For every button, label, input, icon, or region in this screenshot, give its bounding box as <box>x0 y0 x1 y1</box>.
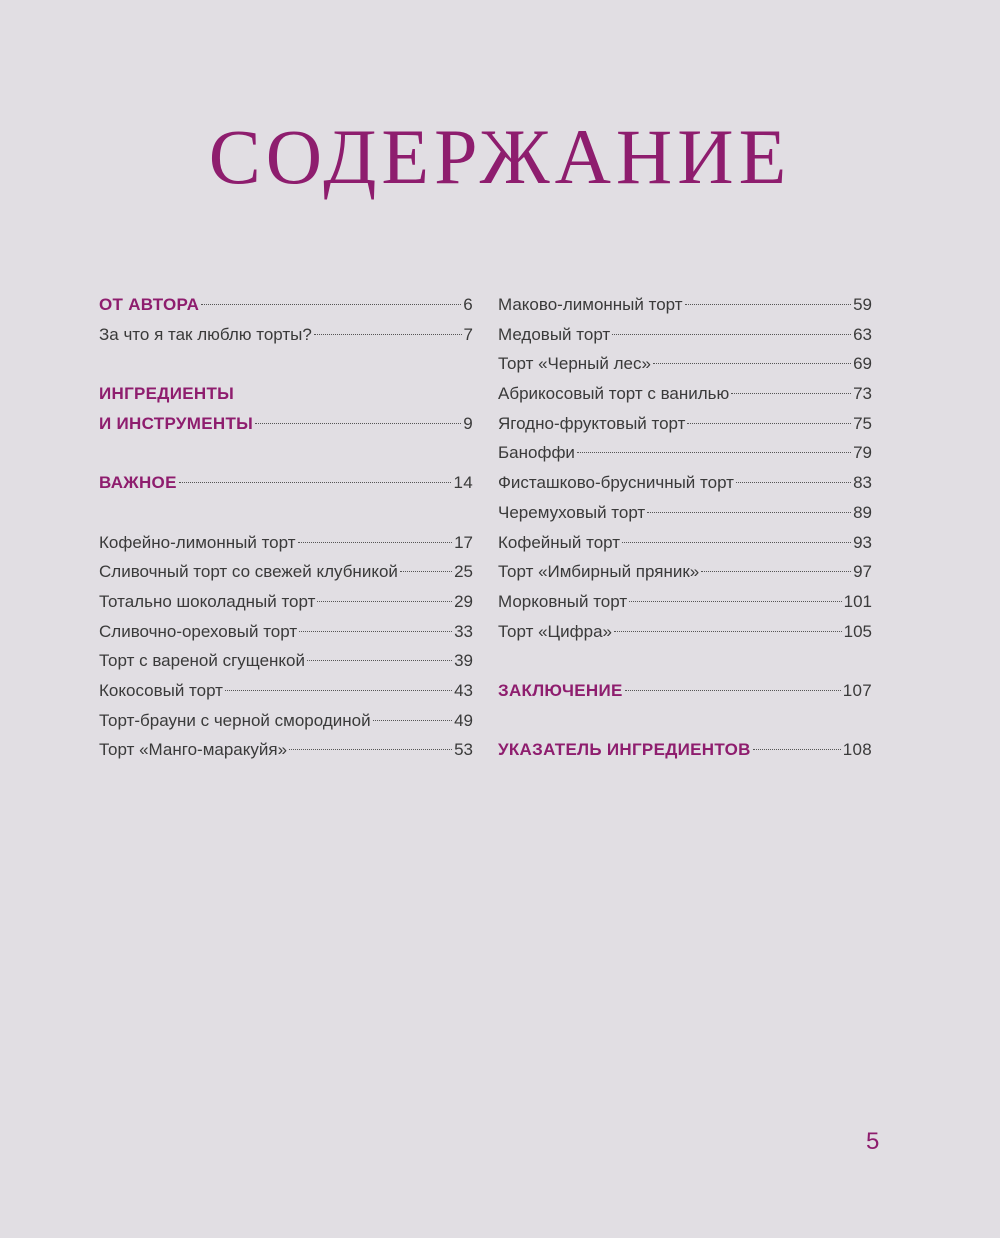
toc-label: УКАЗАТЕЛЬ ИНГРЕДИЕНТОВ <box>498 740 751 760</box>
toc-label: Морковный торт <box>498 591 628 611</box>
toc-page: 89 <box>853 502 872 522</box>
toc-label: Черемуховый торт <box>498 502 646 522</box>
toc-entry[interactable] <box>498 409 872 439</box>
toc-entry[interactable] <box>498 438 872 468</box>
dot-leader <box>614 631 842 632</box>
toc-label: Баноффи <box>498 443 575 463</box>
toc-label: Торт «Имбирный пряник» <box>498 562 700 582</box>
toc-page: 101 <box>843 591 872 611</box>
dot-leader <box>373 720 452 721</box>
toc-label: За что я так люблю торты? <box>99 324 312 344</box>
toc-label: Кофейно-лимонный торт <box>99 532 296 552</box>
toc-page: 29 <box>454 591 473 611</box>
toc-entry[interactable] <box>498 498 872 528</box>
toc-label: Торт с вареной сгущенкой <box>99 651 306 671</box>
toc-entry-conclusion[interactable] <box>498 676 872 706</box>
toc-entry[interactable] <box>498 617 872 647</box>
toc-entry[interactable] <box>99 557 473 587</box>
dot-leader <box>225 690 452 691</box>
dot-leader <box>612 334 851 335</box>
toc-page: 59 <box>853 295 872 314</box>
toc-page: 49 <box>454 710 473 730</box>
toc-page: 93 <box>853 532 872 552</box>
toc-label: Торт «Черный лес» <box>498 354 651 374</box>
toc-label: Сливочный торт со свежей клубникой <box>99 562 398 582</box>
dot-leader <box>687 423 851 424</box>
toc-page: 39 <box>454 651 473 671</box>
toc-entry[interactable] <box>498 379 872 409</box>
dot-leader <box>647 512 851 513</box>
toc-page: 43 <box>454 680 473 700</box>
toc-page: 69 <box>853 354 872 374</box>
dot-leader <box>317 601 452 602</box>
toc-label: ОТ АВТОРА <box>99 295 200 314</box>
dot-leader <box>736 482 851 483</box>
toc-right-recipes <box>498 290 872 646</box>
dot-leader <box>179 482 452 483</box>
toc-entry[interactable] <box>99 646 473 676</box>
toc-page: 33 <box>454 621 473 641</box>
dot-leader <box>289 749 452 750</box>
dot-leader <box>201 304 461 305</box>
toc-label: Маково-лимонный торт <box>498 295 683 314</box>
toc-entry[interactable] <box>99 706 473 736</box>
toc-label: Торт-брауни с черной смородиной <box>99 710 371 730</box>
toc-label: Ягодно-фруктовый торт <box>498 413 686 433</box>
toc-entry[interactable] <box>498 349 872 379</box>
toc-page: 97 <box>853 562 872 582</box>
dot-leader <box>577 452 851 453</box>
dot-leader <box>685 304 852 305</box>
toc-entry[interactable] <box>99 617 473 647</box>
toc-label: Кофейный торт <box>498 532 621 552</box>
toc-page: 79 <box>853 443 872 463</box>
toc-page: 83 <box>853 473 872 493</box>
toc-label: Сливочно-ореховый торт <box>99 621 298 641</box>
page-title: СОДЕРЖАНИЕ <box>208 113 792 200</box>
toc-entry-why[interactable] <box>99 320 473 350</box>
dot-leader <box>622 542 851 543</box>
toc-label: Медовый торт <box>498 324 611 344</box>
toc-left-column <box>99 290 473 765</box>
toc-page: 73 <box>853 384 872 404</box>
toc-page: 17 <box>454 532 473 552</box>
toc-label: Кокосовый торт <box>99 680 223 700</box>
toc-entry[interactable] <box>498 557 872 587</box>
dot-leader <box>625 690 841 691</box>
toc-entry[interactable] <box>498 320 872 350</box>
toc-page: 108 <box>842 740 872 760</box>
toc-page: 14 <box>453 473 473 493</box>
page-number: 5 <box>866 1128 880 1155</box>
toc-label: Торт «Цифра» <box>498 621 612 641</box>
dot-leader <box>298 542 453 543</box>
toc-label: Фисташково-брусничный торт <box>498 473 734 493</box>
toc-page: 107 <box>842 680 872 700</box>
dot-leader <box>400 571 452 572</box>
toc-entry[interactable] <box>498 468 872 498</box>
toc-entry[interactable] <box>99 528 473 558</box>
toc-label: Абрикосовый торт с ванилью <box>498 384 730 404</box>
toc-entry[interactable] <box>99 735 473 765</box>
toc-label: И ИНСТРУМЕНТЫ <box>99 413 254 433</box>
toc-page: 7 <box>463 324 473 344</box>
dot-leader <box>701 571 851 572</box>
toc-label: ЗАКЛЮЧЕНИЕ <box>498 680 623 700</box>
toc-entry-important[interactable] <box>99 468 473 498</box>
toc-label: Тотально шоколадный торт <box>99 591 316 611</box>
toc-label: ВАЖНОЕ <box>99 473 177 493</box>
toc-page: 9 <box>463 413 473 433</box>
dot-leader <box>255 423 461 424</box>
toc-entry[interactable] <box>99 587 473 617</box>
dot-leader <box>731 393 851 394</box>
toc-page: 53 <box>454 740 473 760</box>
dot-leader <box>299 631 452 632</box>
toc-entry-ingredients-line1[interactable] <box>99 379 473 409</box>
dot-leader <box>653 363 851 364</box>
toc-entry[interactable] <box>498 587 872 617</box>
dot-leader <box>753 749 841 750</box>
toc-left-recipes <box>99 528 473 766</box>
toc-entry-ingredients[interactable] <box>99 409 473 439</box>
toc-label: ИНГРЕДИЕНТЫ <box>99 384 235 404</box>
toc-label: Торт «Манго-маракуйя» <box>99 740 288 760</box>
toc-page: 25 <box>454 562 473 582</box>
toc-page: 105 <box>843 621 872 641</box>
toc-page: 6 <box>463 295 473 314</box>
toc-entry-author[interactable] <box>99 290 473 320</box>
dot-leader <box>314 334 462 335</box>
toc-page: 75 <box>853 413 872 433</box>
dot-leader <box>307 660 452 661</box>
toc-page: 63 <box>853 324 872 344</box>
toc-entry[interactable] <box>498 290 872 320</box>
toc-entry-index[interactable] <box>498 735 872 765</box>
dot-leader <box>629 601 842 602</box>
toc-entry[interactable] <box>498 528 872 558</box>
toc-entry[interactable] <box>99 676 473 706</box>
toc-right-column <box>498 290 872 765</box>
